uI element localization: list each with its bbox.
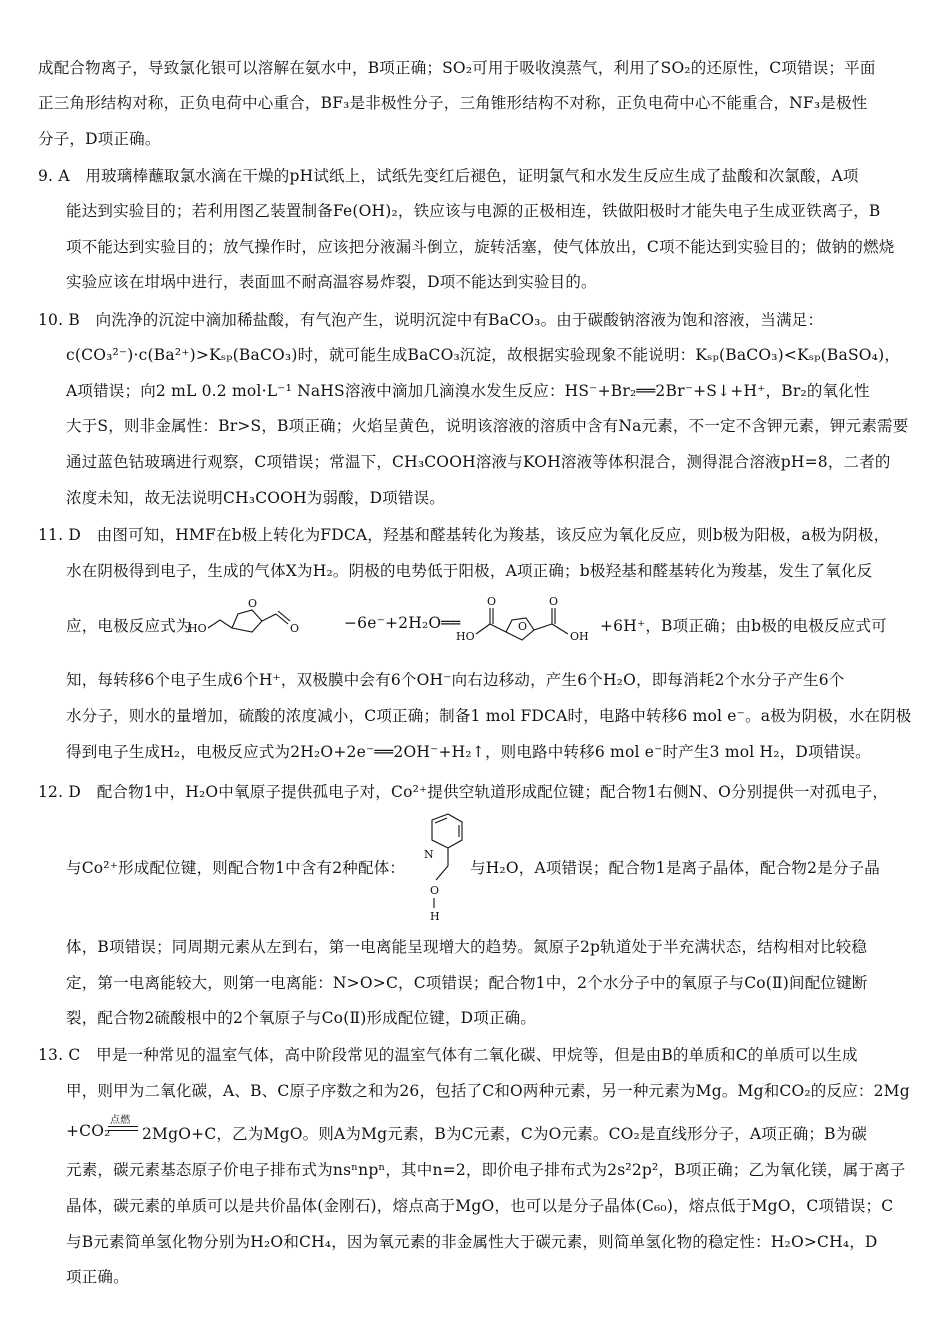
text-line: 10. B 向洗净的沉淀中滴加稀盐酸，有气泡产生，说明沉淀中有BaCO₃。由于碳酸钠溶液为饱和溶液，当满足： [38, 311, 824, 329]
text-line: 定，第一电离能较大，则第一电离能：N>O>C，C项错误；配合物1中，2个水分子中的氧原子与Co(Ⅱ)间配位键断 [66, 974, 868, 992]
hmf-ring-o: O [248, 597, 258, 610]
text-line: +6H⁺，B项正确；由b极的电极反应式可 [600, 617, 887, 635]
text-line: 水分子，则水的量增加，硫酸的浓度减小，C项正确；制备1 mol FDCA时，电路中转移6 mol e⁻。a极为阴极，水在阴极 [66, 707, 912, 725]
text-line: 项正确。 [66, 1268, 129, 1286]
hmf-co-double [278, 611, 290, 621]
text-line: 晶体，碳元素的单质可以是共价晶体(金刚石)，熔点高于MgO，也可以是分子晶体(C₆₀)，熔点低于MgO，C项错误；C [66, 1197, 894, 1215]
fdca-o-left: O [487, 595, 497, 608]
text-line: 9. A 用玻璃棒蘸取氯水滴在干燥的pH试纸上，试纸先变红后褪色，证明氯气和水发生反应生成了盐酸和次氯酸，A项 [38, 167, 859, 185]
text-line: c(CO₃²⁻)·c(Ba²⁺)>Kₛₚ(BaCO₃)时，就可能生成BaCO₃沉淀，故根据实验现象不能说明：Kₛₚ(BaCO₃)<Kₛₚ(BaSO₄)， [66, 346, 901, 364]
text-line: A项错误；向2 mL 0.2 mol·L⁻¹ NaHS溶液中滴加几滴溴水发生反应：HS⁻+Br₂══2Br⁻+S↓+H⁺，Br₂的氧化性 [66, 382, 870, 400]
text-line: 通过蓝色钴玻璃进行观察，C项错误；常温下，CH₃COOH溶液与KOH溶液等体积混合，测得混合溶液pH=8，二者的 [66, 453, 891, 471]
fdca-oh-label: OH [570, 630, 589, 643]
fdca-bond [476, 624, 490, 634]
text-line: 知，每转移6个电子生成6个H⁺，双极膜中会有6个OH⁻向右边移动，产生6个H₂O，即每消耗2个水分子产生6个 [66, 671, 845, 689]
pyridine-ethanol-structure [418, 812, 478, 924]
chain-bond [436, 866, 448, 880]
hmf-ho-label: HO [188, 622, 207, 635]
text-line: 与H₂O，A项错误；配合物1是离子晶体，配合物2是分子晶 [470, 859, 880, 877]
fdca-ho-label: HO [456, 630, 475, 643]
text-line: 正三角形结构对称，正负电荷中心重合，BF₃是非极性分子，三角锥形结构不对称，正负电荷中心不能重合，NF₃是极性 [38, 94, 868, 112]
text-line: 与B元素简单氢化物分别为H₂O和CH₄，因为氧元素的非金属性大于碳元素，则简单氢化物的稳定性：H₂O>CH₄，D [66, 1233, 878, 1251]
text-line: 大于S，则非金属性：Br>S，B项正确；火焰呈黄色，说明该溶液的溶质中含有Na元素，不一定不含钾元素，钾元素需要 [66, 417, 909, 435]
text-line: 应，电极反应式为 [66, 617, 192, 635]
text-line: 体，B项错误；同周期元素从左到右，第一电离能呈现增大的趋势。氮原子2p轨道处于半充满状态，结构相对比较稳 [66, 938, 868, 956]
furan-ring [232, 610, 262, 632]
text-line: 元素，碳元素基态原子价电子排布式为nsⁿnpⁿ，其中n=2，即价电子排布式为2s²2p²，B项正确；乙为氧化镁，属于离子 [66, 1161, 906, 1179]
fdca-o-right: O [549, 595, 559, 608]
fdca-structure [456, 594, 604, 646]
text-line: 水在阴极得到电子，生成的气体X为H₂。阴极的电势低于阳极，A项正确；b极羟基和醛基转化为羧基，发生了氧化反 [66, 562, 873, 580]
hydroxyl-h: H [430, 910, 440, 923]
hmf-structure [188, 594, 318, 642]
text-line: 项不能达到实验目的；放气操作时，应该把分液漏斗倒立，旋转活塞，使气体放出，C项不能达到实验目的；做钠的燃烧 [66, 238, 895, 256]
reaction-arrow-line [108, 1126, 138, 1127]
text-line: 与Co²⁺形成配位键，则配合物1中含有2种配体： [66, 859, 406, 877]
text-line: 2MgO+C，乙为MgO。则A为Mg元素，B为C元素，C为O元素。CO₂是直线形分子，A项正确；B为碳 [142, 1125, 868, 1143]
fdca-bond [490, 624, 506, 632]
fdca-bond [552, 624, 568, 634]
text-line: 12. D 配合物1中，H₂O中氧原子提供孤电子对，Co²⁺提供空轨道形成配位键；配合物1右侧N、O分别提供一对孤电子， [38, 783, 889, 801]
hydroxyl-o: O [430, 884, 440, 897]
text-line: 成配合物离子，导致氯化银可以溶解在氨水中，B项正确；SO₂可用于吸收溴蒸气，利用了SO₂的还原性，C项错误；平面 [38, 59, 876, 77]
reaction-condition: 点燃 [110, 1115, 131, 1126]
text-line: 甲，则甲为二氧化碳，A、B、C原子序数之和为26，包括了C和O两种元素，另一种元素为Mg。Mg和CO₂的反应：2Mg [66, 1082, 910, 1100]
pyridine-ring [432, 814, 462, 848]
hmf-aldehyde-bond [262, 614, 276, 621]
hmf-aldehyde-o: O [290, 622, 300, 635]
text-line: 11. D 由图可知，HMF在b极上转化为FDCA，羟基和醛基转化为羧基，该反应为氧化反应，则b极为阳极，a极为阴极， [38, 526, 890, 544]
fdca-ring-o: O [518, 620, 528, 633]
text-line: +CO₂ [66, 1122, 111, 1140]
text-line: 能达到实验目的；若利用图乙装置制备Fe(OH)₂，铁应该与电源的正极相连，铁做阳极时才能失电子生成亚铁离子，B [66, 202, 881, 220]
fdca-bond [534, 624, 552, 630]
text-line: 分子，D项正确。 [38, 130, 161, 148]
hmf-co-bond [276, 614, 288, 624]
text-line: 浓度未知，故无法说明CH₃COOH为弱酸，D项错误。 [66, 489, 446, 507]
reaction-arrow-line [108, 1130, 138, 1131]
pyridine-n: N [424, 848, 434, 861]
text-line: 裂，配合物2硫酸根中的2个氧原子与Co(Ⅱ)形成配位键，D项正确。 [66, 1009, 537, 1027]
equation-middle: −6e⁻+2H₂O══ [344, 614, 461, 632]
text-line: 13. C 甲是一种常见的温室气体，高中阶段常见的温室气体有二氧化碳、甲烷等，但是由B的单质和C的单质可以生成 [38, 1046, 858, 1064]
hmf-ch2-bond [208, 620, 232, 628]
text-line: 得到电子生成H₂，电极反应式为2H₂O+2e⁻══2OH⁻+H₂↑，则电路中转移6 mol e⁻时产生3 mol H₂，D项错误。 [66, 743, 871, 761]
text-line: 实验应该在坩埚中进行，表面皿不耐高温容易炸裂，D项不能达到实验目的。 [66, 273, 597, 291]
